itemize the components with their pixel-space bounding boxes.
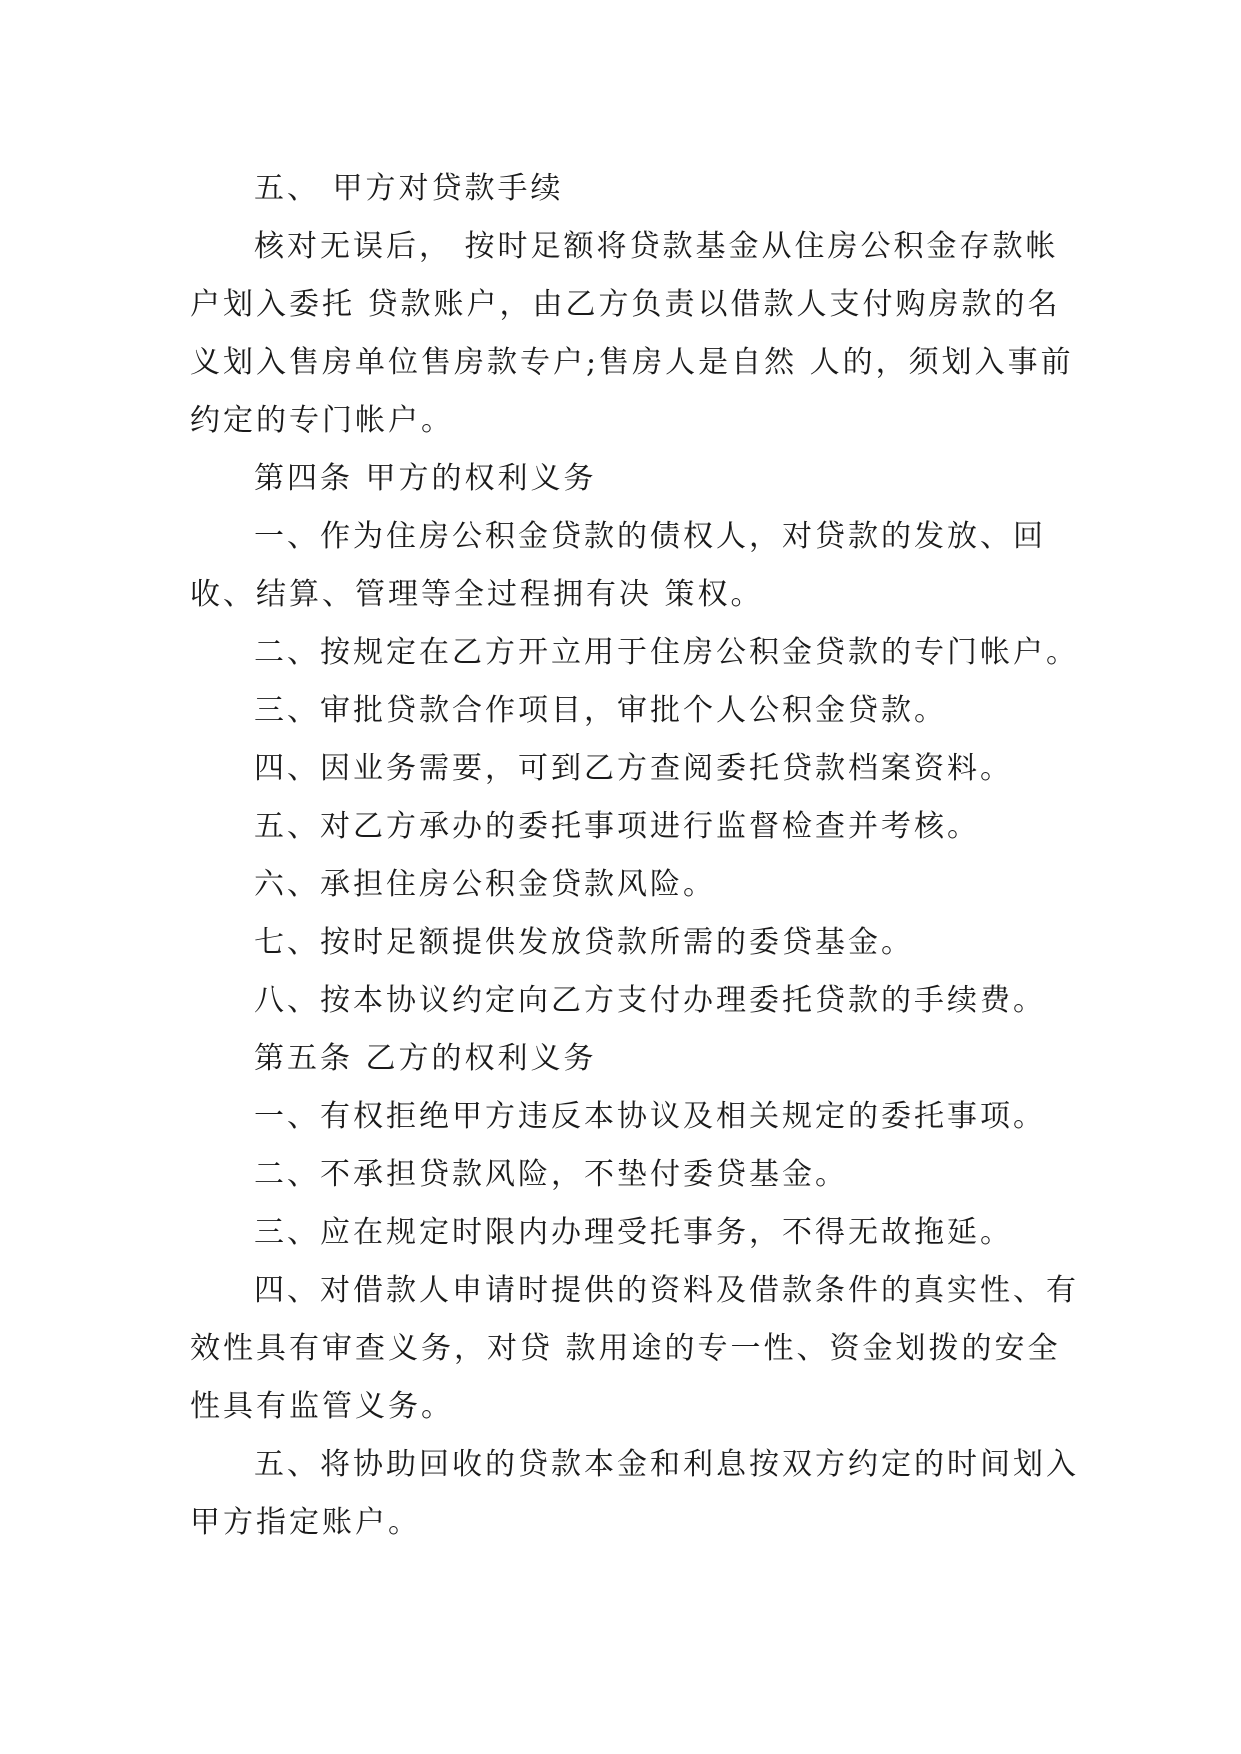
list-item: 五、将协助回收的贷款本金和利息按双方约定的时间划入甲方指定账户。	[190, 1447, 1079, 1540]
list-item: 二、按规定在乙方开立用于住房公积金贷款的专门帐户。	[254, 635, 1079, 670]
list-item: 四、对借款人申请时提供的资料及借款条件的真实性、有效性具有审查义务，对贷 款用途的专一性、资金划拨的安全性具有监管义务。	[190, 1273, 1079, 1424]
list-item: 二、不承担贷款风险，不垫付委贷基金。	[254, 1157, 848, 1192]
article-heading: 第五条 乙方的权利义务	[254, 1041, 597, 1076]
list-item: 一、作为住房公积金贷款的债权人，对贷款的发放、回收、结算、管理等全过程拥有决 策权。	[190, 519, 1046, 612]
list-item: 三、审批贷款合作项目，审批个人公积金贷款。	[254, 693, 947, 728]
document-body	[190, 160, 1090, 1552]
list-item: 七、按时足额提供发放贷款所需的委贷基金。	[254, 925, 914, 960]
list-item: 五、对乙方承办的委托事项进行监督检查并考核。	[254, 809, 980, 844]
article-heading: 第四条 甲方的权利义务	[254, 461, 597, 496]
body-paragraph: 核对无误后， 按时足额将贷款基金从住房公积金存款帐户划入委托 贷款账户，由乙方负责以借款人支付购房款的名义划入售房单位售房款专户;售房人是自然 人的，须划入事前约定的专门帐户。	[190, 229, 1074, 438]
section-heading: 五、 甲方对贷款手续	[254, 171, 564, 206]
list-item: 四、因业务需要，可到乙方查阅委托贷款档案资料。	[254, 751, 1013, 786]
list-item: 一、有权拒绝甲方违反本协议及相关规定的委托事项。	[254, 1099, 1046, 1134]
list-item: 八、按本协议约定向乙方支付办理委托贷款的手续费。	[254, 983, 1046, 1018]
list-item: 三、应在规定时限内办理受托事务，不得无故拖延。	[254, 1215, 1013, 1250]
list-item: 六、承担住房公积金贷款风险。	[254, 867, 716, 902]
